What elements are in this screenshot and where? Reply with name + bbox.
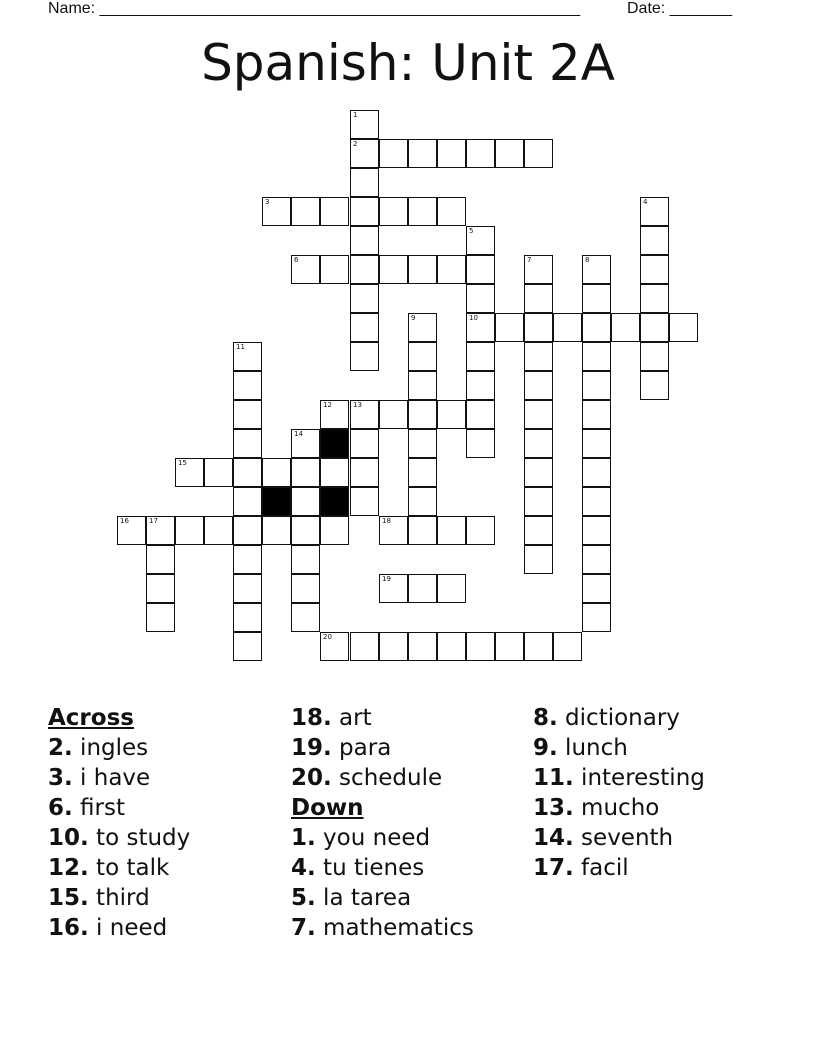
down-clue (291, 913, 531, 943)
grid-cell[interactable] (233, 516, 262, 545)
clue-text: i need (88, 915, 168, 941)
grid-cell[interactable] (233, 632, 262, 661)
grid-cell[interactable] (582, 371, 611, 400)
clue-num: 13. (533, 795, 574, 821)
grid-cell[interactable] (408, 197, 437, 226)
clue-num: 17. (533, 855, 574, 881)
grid-cell[interactable] (640, 226, 669, 255)
clue-num: 5. (291, 885, 316, 911)
clue-text: interesting (573, 765, 705, 791)
grid-cell[interactable] (233, 487, 262, 516)
grid-cell[interactable] (320, 255, 349, 284)
down-clue (533, 763, 773, 793)
grid-cell-14[interactable] (291, 429, 320, 458)
clue-num: 12. (48, 855, 89, 881)
down-clue (291, 883, 531, 913)
grid-cell[interactable] (233, 574, 262, 603)
clue-number: 11 (236, 343, 245, 351)
clue-number: 20 (323, 633, 332, 641)
clue-text: third (88, 885, 150, 911)
grid-cell[interactable] (553, 313, 582, 342)
clue-text: ingles (72, 735, 149, 761)
grid-cell[interactable] (291, 574, 320, 603)
clue-number: 7 (527, 256, 532, 264)
grid-cell[interactable] (233, 400, 262, 429)
grid-cell[interactable] (582, 313, 611, 342)
grid-cell[interactable] (350, 342, 379, 371)
clue-num: 20. (291, 765, 332, 791)
grid-cell[interactable] (408, 400, 437, 429)
clue-number: 13 (353, 401, 362, 409)
grid-cell[interactable] (204, 516, 233, 545)
grid-cell-18[interactable] (379, 516, 408, 545)
grid-cell[interactable] (146, 603, 175, 632)
grid-cell[interactable] (408, 632, 437, 661)
grid-cell[interactable] (350, 255, 379, 284)
grid-cell[interactable] (582, 574, 611, 603)
grid-cell[interactable] (466, 371, 495, 400)
grid-cell[interactable] (233, 545, 262, 574)
clue-number: 1 (353, 111, 358, 119)
grid-cell[interactable] (320, 197, 349, 226)
grid-cell[interactable] (640, 284, 669, 313)
clue-text: la tarea (315, 885, 412, 911)
grid-cell[interactable] (495, 139, 524, 168)
grid-cell[interactable] (640, 255, 669, 284)
grid-cell[interactable] (611, 313, 640, 342)
grid-cell[interactable] (466, 429, 495, 458)
clue-number: 3 (265, 198, 270, 206)
clue-text: first (72, 795, 126, 821)
clue-number: 19 (382, 575, 391, 583)
clue-num: 15. (48, 885, 89, 911)
grid-cell[interactable] (524, 458, 553, 487)
grid-cell-12[interactable] (320, 400, 349, 429)
grid-cell[interactable] (582, 400, 611, 429)
clue-num: 14. (533, 825, 574, 851)
grid-cell[interactable] (640, 342, 669, 371)
grid-cell-8[interactable] (582, 255, 611, 284)
grid-cell[interactable] (408, 458, 437, 487)
grid-cell-4[interactable] (640, 197, 669, 226)
clue-number: 17 (149, 517, 158, 525)
grid-cell[interactable] (466, 255, 495, 284)
grid-cell[interactable] (350, 632, 379, 661)
clue-number: 18 (382, 517, 391, 525)
grid-cell[interactable] (408, 574, 437, 603)
grid-cell[interactable] (291, 603, 320, 632)
clue-text: facil (573, 855, 629, 881)
grid-cell-5[interactable] (466, 226, 495, 255)
grid-cell[interactable] (524, 400, 553, 429)
clue-num: 18. (291, 705, 332, 731)
grid-cell[interactable] (437, 400, 466, 429)
grid-cell[interactable] (582, 284, 611, 313)
clue-num: 9. (533, 735, 558, 761)
clue-text: you need (315, 825, 431, 851)
clue-num: 3. (48, 765, 73, 791)
grid-cell[interactable] (524, 429, 553, 458)
clue-text: schedule (331, 765, 443, 791)
clue-num: 4. (291, 855, 316, 881)
clue-text: to talk (88, 855, 170, 881)
clue-number: 9 (411, 314, 416, 322)
across-clue (48, 793, 288, 823)
clue-number: 14 (294, 430, 303, 438)
clue-text: i have (72, 765, 151, 791)
clue-text: lunch (557, 735, 628, 761)
clue-num: 19. (291, 735, 332, 761)
across-clue (48, 913, 288, 943)
clue-number: 5 (469, 227, 474, 235)
across-clue (48, 823, 288, 853)
grid-cell[interactable] (524, 545, 553, 574)
clue-number: 8 (585, 256, 590, 264)
clue-text: mucho (573, 795, 660, 821)
grid-cell-19[interactable] (379, 574, 408, 603)
grid-cell-16[interactable] (117, 516, 146, 545)
grid-cell[interactable] (524, 371, 553, 400)
grid-cell[interactable] (408, 342, 437, 371)
grid-cell[interactable] (437, 197, 466, 226)
grid-cell[interactable] (350, 313, 379, 342)
grid-cell[interactable] (379, 400, 408, 429)
clue-num: 6. (48, 795, 73, 821)
across-clue (48, 883, 288, 913)
grid-cell[interactable] (350, 429, 379, 458)
grid-cell[interactable] (350, 226, 379, 255)
clue-number: 2 (353, 140, 358, 148)
clue-num: 1. (291, 825, 316, 851)
down-clue (533, 703, 773, 733)
grid-cell-13[interactable] (350, 400, 379, 429)
across-clue (291, 763, 531, 793)
grid-cell[interactable] (350, 458, 379, 487)
grid-cell[interactable] (350, 284, 379, 313)
grid-cell[interactable] (437, 139, 466, 168)
grid-cell[interactable] (379, 139, 408, 168)
grid-cell-17[interactable] (146, 516, 175, 545)
across-heading: Across (48, 705, 134, 731)
grid-cell[interactable] (262, 458, 291, 487)
grid-cell[interactable] (437, 255, 466, 284)
grid-cell[interactable] (553, 632, 582, 661)
grid-cell[interactable] (582, 603, 611, 632)
grid-cell-9[interactable] (408, 313, 437, 342)
grid-cell[interactable] (466, 284, 495, 313)
grid-cell[interactable] (437, 574, 466, 603)
grid-cell[interactable] (291, 545, 320, 574)
clue-text: to study (88, 825, 191, 851)
grid-cell[interactable] (582, 429, 611, 458)
grid-cell[interactable] (582, 487, 611, 516)
grid-cell[interactable] (291, 516, 320, 545)
grid-cell-7[interactable] (524, 255, 553, 284)
page-title: Spanish: Unit 2A (201, 34, 615, 92)
grid-cell[interactable] (291, 487, 320, 516)
clue-column-2 (291, 703, 531, 943)
grid-cell[interactable] (524, 487, 553, 516)
grid-cell[interactable] (524, 139, 553, 168)
grid-cell[interactable] (408, 429, 437, 458)
grid-cell[interactable] (524, 516, 553, 545)
grid-cell[interactable] (669, 313, 698, 342)
grid-cell[interactable] (640, 371, 669, 400)
grid-cell[interactable] (233, 458, 262, 487)
grid-cell-6[interactable] (291, 255, 320, 284)
grid-cell[interactable] (350, 487, 379, 516)
grid-cell[interactable] (408, 255, 437, 284)
clue-column-1 (48, 703, 288, 943)
grid-cell-1[interactable] (350, 110, 379, 139)
clue-text: mathematics (315, 915, 474, 941)
grid-cell[interactable] (350, 197, 379, 226)
grid-cell[interactable] (408, 516, 437, 545)
grid-cell[interactable] (408, 487, 437, 516)
grid-cell[interactable] (175, 516, 204, 545)
grid-cell-20[interactable] (320, 632, 349, 661)
grid-cell[interactable] (466, 632, 495, 661)
clue-number: 12 (323, 401, 332, 409)
grid-cell[interactable] (640, 313, 669, 342)
grid-cell[interactable] (524, 313, 553, 342)
grid-cell[interactable] (524, 342, 553, 371)
down-clue (533, 853, 773, 883)
grid-cell[interactable] (437, 516, 466, 545)
down-heading: Down (291, 795, 364, 821)
grid-cell[interactable] (437, 632, 466, 661)
grid-cell[interactable] (350, 168, 379, 197)
across-clue (291, 703, 531, 733)
clue-num: 7. (291, 915, 316, 941)
black-cell (262, 487, 291, 516)
black-cell (320, 487, 349, 516)
grid-cell[interactable] (291, 458, 320, 487)
clue-text: seventh (573, 825, 674, 851)
clue-num: 8. (533, 705, 558, 731)
grid-cell[interactable] (524, 284, 553, 313)
clue-number: 16 (120, 517, 129, 525)
grid-cell[interactable] (379, 632, 408, 661)
grid-cell[interactable] (320, 516, 349, 545)
across-clue (291, 733, 531, 763)
clue-text: tu tienes (315, 855, 425, 881)
grid-cell[interactable] (379, 197, 408, 226)
grid-cell[interactable] (233, 371, 262, 400)
grid-cell-15[interactable] (175, 458, 204, 487)
grid-cell[interactable] (146, 574, 175, 603)
across-clue (48, 853, 288, 883)
grid-cell[interactable] (466, 516, 495, 545)
grid-cell[interactable] (291, 197, 320, 226)
grid-cell[interactable] (582, 516, 611, 545)
clue-text: dictionary (557, 705, 680, 731)
grid-cell[interactable] (466, 139, 495, 168)
grid-cell[interactable] (524, 632, 553, 661)
name-field[interactable]: Name: ______________________________________________________ (48, 0, 581, 17)
grid-cell[interactable] (408, 371, 437, 400)
date-field[interactable]: Date: _______ (627, 0, 732, 17)
grid-cell[interactable] (408, 139, 437, 168)
clue-number: 10 (469, 314, 478, 322)
clue-num: 10. (48, 825, 89, 851)
down-clue (291, 823, 531, 853)
grid-cell[interactable] (146, 545, 175, 574)
grid-cell-3[interactable] (262, 197, 291, 226)
down-clue (533, 823, 773, 853)
clue-number: 4 (643, 198, 648, 206)
grid-cell[interactable] (466, 342, 495, 371)
clue-num: 11. (533, 765, 574, 791)
grid-cell[interactable] (204, 458, 233, 487)
black-cell (320, 429, 349, 458)
down-clue (533, 733, 773, 763)
clue-num: 2. (48, 735, 73, 761)
grid-cell-10[interactable] (466, 313, 495, 342)
grid-cell[interactable] (233, 603, 262, 632)
grid-cell[interactable] (582, 458, 611, 487)
grid-cell-2[interactable] (350, 139, 379, 168)
grid-cell[interactable] (233, 429, 262, 458)
grid-cell[interactable] (582, 342, 611, 371)
grid-cell[interactable] (262, 516, 291, 545)
clue-num: 16. (48, 915, 89, 941)
grid-cell[interactable] (495, 313, 524, 342)
grid-cell[interactable] (495, 632, 524, 661)
grid-cell[interactable] (466, 400, 495, 429)
grid-cell-11[interactable] (233, 342, 262, 371)
clue-number: 15 (178, 459, 187, 467)
grid-cell[interactable] (379, 255, 408, 284)
grid-cell[interactable] (320, 458, 349, 487)
down-clue (291, 853, 531, 883)
clue-text: para (331, 735, 392, 761)
clue-number: 6 (294, 256, 299, 264)
clue-text: art (331, 705, 372, 731)
grid-cell[interactable] (582, 545, 611, 574)
down-clue (533, 793, 773, 823)
across-clue (48, 733, 288, 763)
clue-column-3 (533, 703, 773, 883)
across-clue (48, 763, 288, 793)
